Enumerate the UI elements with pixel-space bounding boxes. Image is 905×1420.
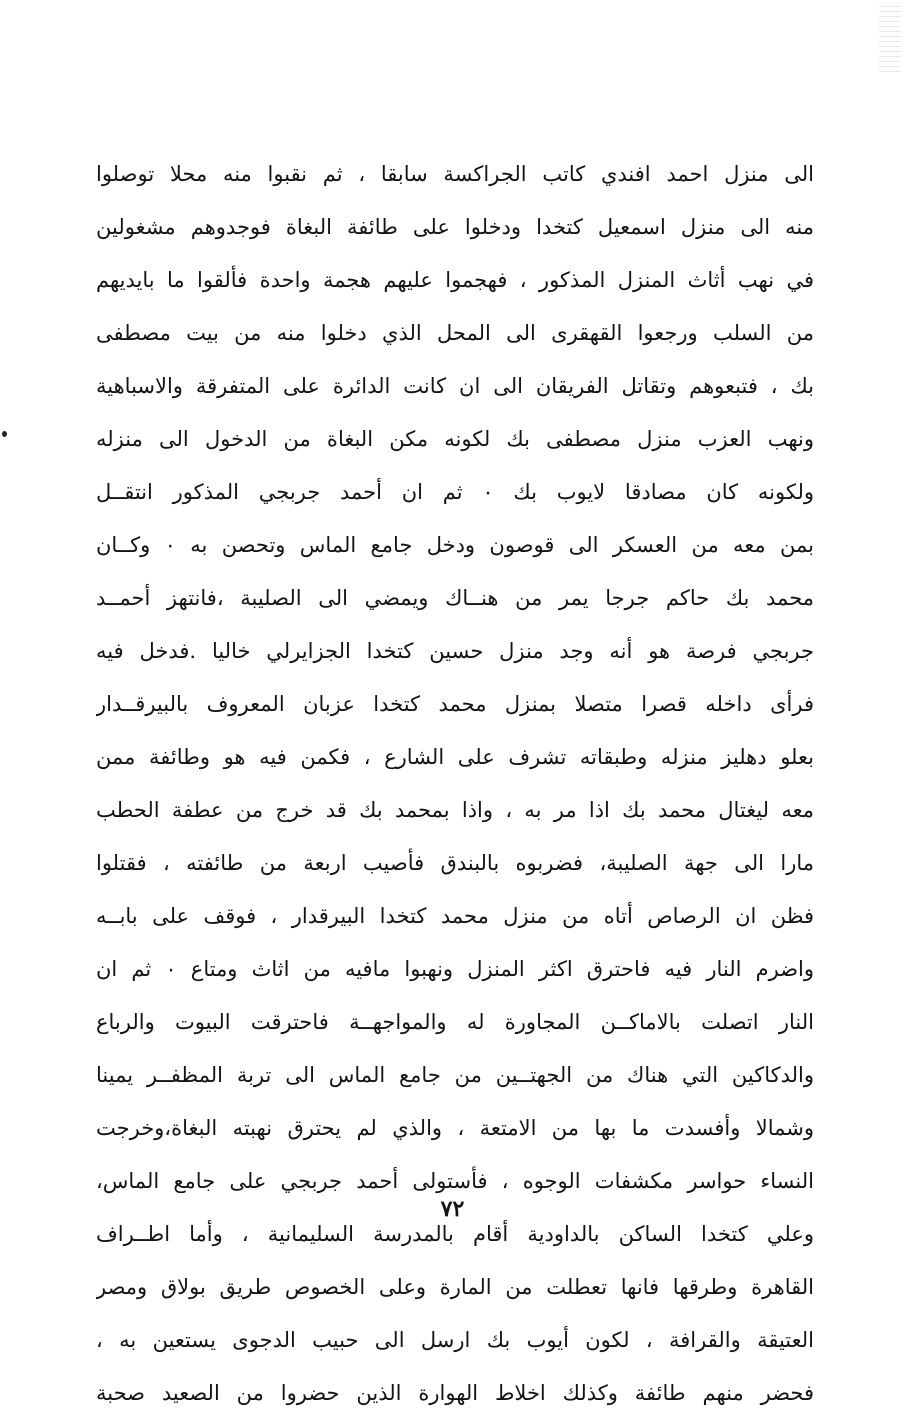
text-line: العتيقة والقرافة ، لكون أيوب بك ارسل الى حبيب الدجوى يستعين به ، (96, 1328, 814, 1352)
text-line: والدكاكين التي هناك من الجهتــين من جامع الماس الى تربة المظفــر يمينا (96, 1063, 814, 1087)
text-line: ونهب العزب منزل مصطفى بك لكونه مكن البغاة من الدخول الى منزله (96, 427, 814, 451)
text-line: معه ليغتال محمد بك اذا مر به ، واذا بمحمد بك قد خرج من عطفة الحطب (96, 798, 814, 822)
text-line: فرأى داخله قصرا متصلا بمنزل محمد كتخدا عزبان المعروف بالبيرقــدار (96, 692, 814, 716)
text-line: وعلي كتخدا الساكن بالداودية أقام بالمدرسة السليمانية ، وأما اطــراف (96, 1222, 814, 1246)
page-number: ٧٢ (440, 1196, 465, 1222)
text-line: من السلب ورجعوا القهقرى الى المحل الذي دخلوا منه من بيت مصطفى (96, 321, 814, 345)
text-line: النساء حواسر مكشفات الوجوه ، فأستولى أحمد جربجي على جامع الماس، (96, 1169, 814, 1193)
page-edge-smudge (879, 6, 901, 76)
text-line: بمن معه من العسكر الى قوصون ودخل جامع الماس وتحصن به ٠ وكــان (96, 533, 814, 557)
text-line: النار اتصلت بالاماكــن المجاورة له والمواجهــة فاحترقت البيوت والرباع (96, 1010, 814, 1034)
text-line: وشمالا وأفسدت ما بها من الامتعة ، والذي لم يحترق نهبته البغاة،وخرجت (96, 1116, 814, 1140)
text-line: القاهرة وطرقها فانها تعطلت من المارة وعلى الخصوص طريق بولاق ومصر (96, 1275, 814, 1299)
text-line: جربجي فرصة هو أنه وجد منزل حسين كتخدا الجزايرلي خاليا .فدخل فيه (96, 639, 814, 663)
text-line: فحضر منهم طائفة وكذلك اخلاط الهوارة الذين حضروا من الصعيد صحبة (96, 1381, 814, 1405)
text-line: مارا الى جهة الصليبة، فضربوه بالبندق فأصيب اربعة من طائفته ، فقتلوا (96, 851, 814, 875)
text-line: ولكونه كان مصادقا لايوب بك ٠ ثم ان أحمد جربجي المذكور انتقــل (96, 480, 814, 504)
text-line: الى منزل احمد افندي كاتب الجراكسة سابقا ، ثم نقبوا منه محلا توصلوا (96, 162, 814, 186)
body-text (96, 148, 814, 1420)
text-line: واضرم النار فيه فاحترق اكثر المنزل ونهبوا مافيه من اثاث ومتاع ٠ ثم ان (96, 957, 814, 981)
text-line: في نهب أثاث المنزل المذكور ، فهجموا عليهم هجمة واحدة فألقوا ما بايديهم (96, 268, 814, 292)
text-line: محمد بك حاكم جرجا يمر من هنــاك ويمضي الى الصليبة ،فانتهز أحمــد (96, 586, 814, 610)
margin-mark (2, 431, 7, 437)
text-line: بعلو دهليز منزله وطبقاته تشرف على الشارع ، فكمن فيه هو وطائفة ممن (96, 745, 814, 769)
text-line: فظن ان الرصاص أتاه من منزل محمد كتخدا البيرقدار ، فوقف على بابــه (96, 904, 814, 928)
text-line: منه الى منزل اسمعيل كتخدا ودخلوا على طائفة البغاة فوجدوهم مشغولين (96, 215, 814, 239)
text-line: بك ، فتبعوهم وتقاتل الفريقان الى ان كانت الدائرة على المتفرقة والاسباهية (96, 374, 814, 398)
